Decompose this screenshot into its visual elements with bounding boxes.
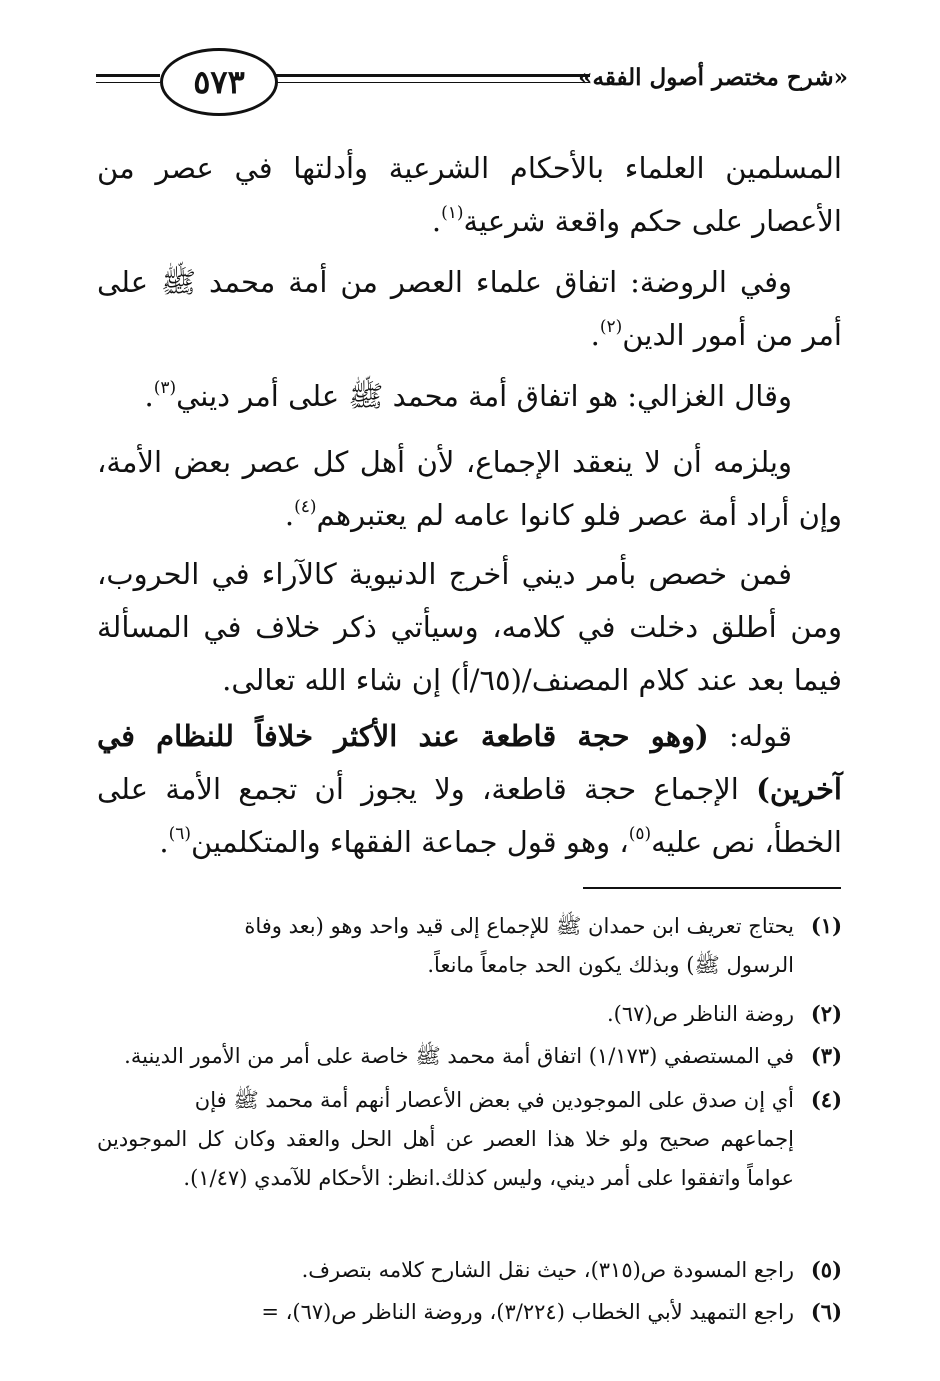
running-title: «شرح مختصر أصول الفقه» bbox=[578, 64, 848, 91]
footnote-ref: (٢) bbox=[599, 317, 623, 338]
footnote-5 bbox=[97, 1250, 842, 1290]
footnote-text: راجع المسودة ص(٣١٥)، حيث نقل الشارح كلامه بتصرف. bbox=[301, 1258, 794, 1282]
footnote-text: روضة الناظر ص(٦٧). bbox=[606, 1002, 794, 1026]
footnote-ref: (٣) bbox=[153, 378, 177, 399]
paragraph-4 bbox=[97, 436, 842, 542]
footnote-number: (٢) bbox=[810, 1001, 842, 1026]
paragraph-text: وقال الغزالي: هو اتفاق أمة محمد ﷺ على أمر ديني bbox=[176, 379, 792, 413]
header-rule-left bbox=[96, 74, 160, 77]
paragraph-text: الإجماع حجة قاطعة، ولا يجوز أن تجمع الأمة على الخطأ، نص عليه bbox=[97, 772, 842, 859]
footnote-text: راجع التمهيد لأبي الخطاب (٣/٢٢٤)، وروضة الناظر ص(٦٧)، = bbox=[261, 1300, 794, 1324]
footnote-text-continued: إجماعهم صحيح ولو خلا هذا العصر عن أهل الحل والعقد وكان كل الموجودين عواماً واتفقوا على أمر ديني، وليس كذلك.انظر: الأحكام للآمدي (١/٤٧). bbox=[97, 1127, 794, 1190]
footnote-number: (١) bbox=[810, 913, 842, 938]
paragraph-end: . bbox=[431, 204, 442, 238]
paragraph-end: . bbox=[590, 318, 600, 352]
paragraph-5 bbox=[97, 548, 842, 707]
footnote-number: (٤) bbox=[810, 1087, 842, 1112]
footnote-number: (٥) bbox=[810, 1257, 842, 1282]
paragraph-end: . bbox=[159, 825, 169, 859]
footnote-text: في المستصفي (١/١٧٣) اتفاق أمة محمد ﷺ خاصة على أمر من الأمور الدينية. bbox=[124, 1044, 794, 1068]
footnote-4 bbox=[97, 1080, 842, 1198]
paragraph-2 bbox=[97, 256, 842, 362]
footnote-number: (٦) bbox=[810, 1299, 842, 1324]
matn-quote: (وهو حجة قاطعة عند الأكثر خلافاً للنظام في آخرين) bbox=[97, 719, 842, 806]
footnote-text: يحتاج تعريف ابن حمدان ﷺ للإجماع إلى قيد واحد وهو (بعد وفاة bbox=[244, 914, 794, 938]
paragraph-text: فمن خصص بأمر ديني أخرج الدنيوية كالآراء في الحروب، ومن أطلق دخلت في كلامه، وسيأتي ذكر خلاف في المسألة فيما بعد عند كلام المصنف/(٦٥/أ) إن شاء الله تعالى. bbox=[97, 557, 842, 697]
paragraph-text: المسلمين العلماء بالأحكام الشرعية وأدلتها في عصر من الأعصار على حكم واقعة شرعية bbox=[97, 151, 842, 238]
paragraph-6 bbox=[97, 710, 842, 869]
footnote-text: أي إن صدق على الموجودين في بعض الأعصار أنهم أمة محمد ﷺ فإن bbox=[194, 1088, 794, 1112]
page-number-oval bbox=[160, 48, 278, 116]
footnote-2 bbox=[97, 994, 842, 1034]
header-rule-left-thin bbox=[96, 82, 160, 83]
paragraph-text: وفي الروضة: اتفاق علماء العصر من أمة محمد ﷺ على أمر من أمور الدين bbox=[97, 265, 842, 352]
footnote-6 bbox=[97, 1292, 842, 1332]
paragraph-text: ، وهو قول جماعة الفقهاء والمتكلمين bbox=[191, 825, 629, 859]
paragraph-end: . bbox=[144, 379, 154, 413]
header-rule-right bbox=[272, 74, 590, 77]
paragraph-end: . bbox=[284, 498, 295, 532]
footnote-ref: (٤) bbox=[294, 497, 317, 518]
paragraph-3 bbox=[97, 370, 842, 423]
footnote-number: (٣) bbox=[810, 1043, 842, 1068]
paragraph-text: ويلزمه أن لا ينعقد الإجماع، لأن أهل كل عصر بعض الأمة، وإن أراد أمة عصر فلو كانوا عامه لم يعتبرهم bbox=[97, 445, 842, 532]
footnote-1 bbox=[97, 906, 842, 985]
header-rule-right-thin bbox=[272, 82, 590, 83]
footnote-separator bbox=[583, 887, 841, 889]
footnote-3 bbox=[97, 1036, 842, 1076]
paragraph-1 bbox=[97, 142, 842, 248]
footnote-text-continued: الرسول ﷺ) وبذلك يكون الحد جامعاً مانعاً. bbox=[427, 953, 794, 977]
footnote-ref: (٥) bbox=[628, 824, 652, 845]
page-header bbox=[0, 30, 940, 130]
footnote-ref: (١) bbox=[441, 203, 464, 224]
page-number: ٥٧٣ bbox=[193, 63, 245, 101]
quote-lead: قوله: bbox=[708, 719, 792, 753]
footnote-ref: (٦) bbox=[168, 824, 192, 845]
